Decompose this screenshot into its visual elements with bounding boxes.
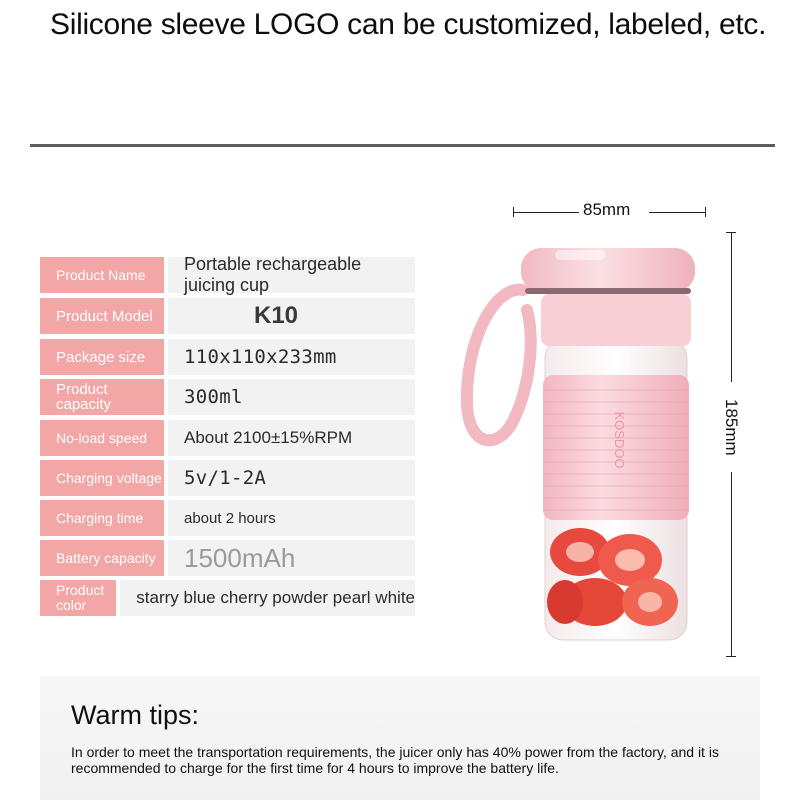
warm-tips-body: In order to meet the transportation requirements, the juicer only has 40% power from the factory, and it is recommended to charge for the first time for 4 hours to improve the battery life.: [71, 744, 719, 776]
spec-value: K10: [168, 298, 415, 334]
headline: Silicone sleeve LOGO can be customized, labeled, etc.: [50, 8, 767, 41]
spec-value: About 2100±15%RPM: [168, 420, 415, 456]
spec-label: No-load speed: [40, 420, 164, 456]
spec-label: Product Name: [40, 257, 164, 293]
spec-label: Product Model: [40, 298, 164, 334]
spec-row-voltage: [40, 460, 415, 496]
spec-row-product-model: [40, 298, 415, 334]
spec-value: 5v/1-2A: [168, 460, 415, 496]
spec-row-capacity: [40, 379, 415, 415]
spec-value: 1500mAh: [168, 540, 415, 576]
spec-label: Charging time: [40, 500, 164, 536]
spec-row-battery: [40, 540, 415, 576]
strap: [467, 290, 531, 441]
height-dimension: [719, 232, 743, 657]
lid-collar: [541, 294, 691, 346]
spec-row-color: [40, 580, 415, 616]
spec-label: Charging voltage: [40, 460, 164, 496]
spec-row-package-size: [40, 339, 415, 375]
spec-label: Package size: [40, 339, 164, 375]
spec-value: starry blue cherry powder pearl white: [120, 580, 415, 616]
height-dimension-label: 185mm: [722, 398, 741, 456]
sleeve-logo: KOSDOO: [612, 411, 627, 469]
spec-row-product-name: [40, 254, 415, 295]
warm-tips-panel: [40, 676, 760, 800]
spec-label: Product capacity: [40, 379, 164, 415]
width-dimension: [513, 200, 706, 224]
divider: [30, 144, 775, 147]
warm-tips-title: Warm tips:: [71, 700, 199, 730]
spec-label: Battery capacity: [40, 540, 164, 576]
spec-row-charging-time: [40, 500, 415, 536]
width-dimension-label: 85mm: [583, 200, 631, 219]
lid-band: [525, 288, 691, 294]
lid: [521, 248, 695, 292]
spec-value: about 2 hours: [168, 500, 415, 536]
spec-value: 300ml: [168, 379, 415, 415]
spec-value: 110x110x233mm: [168, 339, 415, 375]
spec-row-speed: [40, 420, 415, 456]
spec-value: Portable rechargeable juicing cup: [168, 257, 415, 293]
juicer-cup-image: [455, 230, 715, 650]
spec-label: Product color: [40, 580, 116, 616]
